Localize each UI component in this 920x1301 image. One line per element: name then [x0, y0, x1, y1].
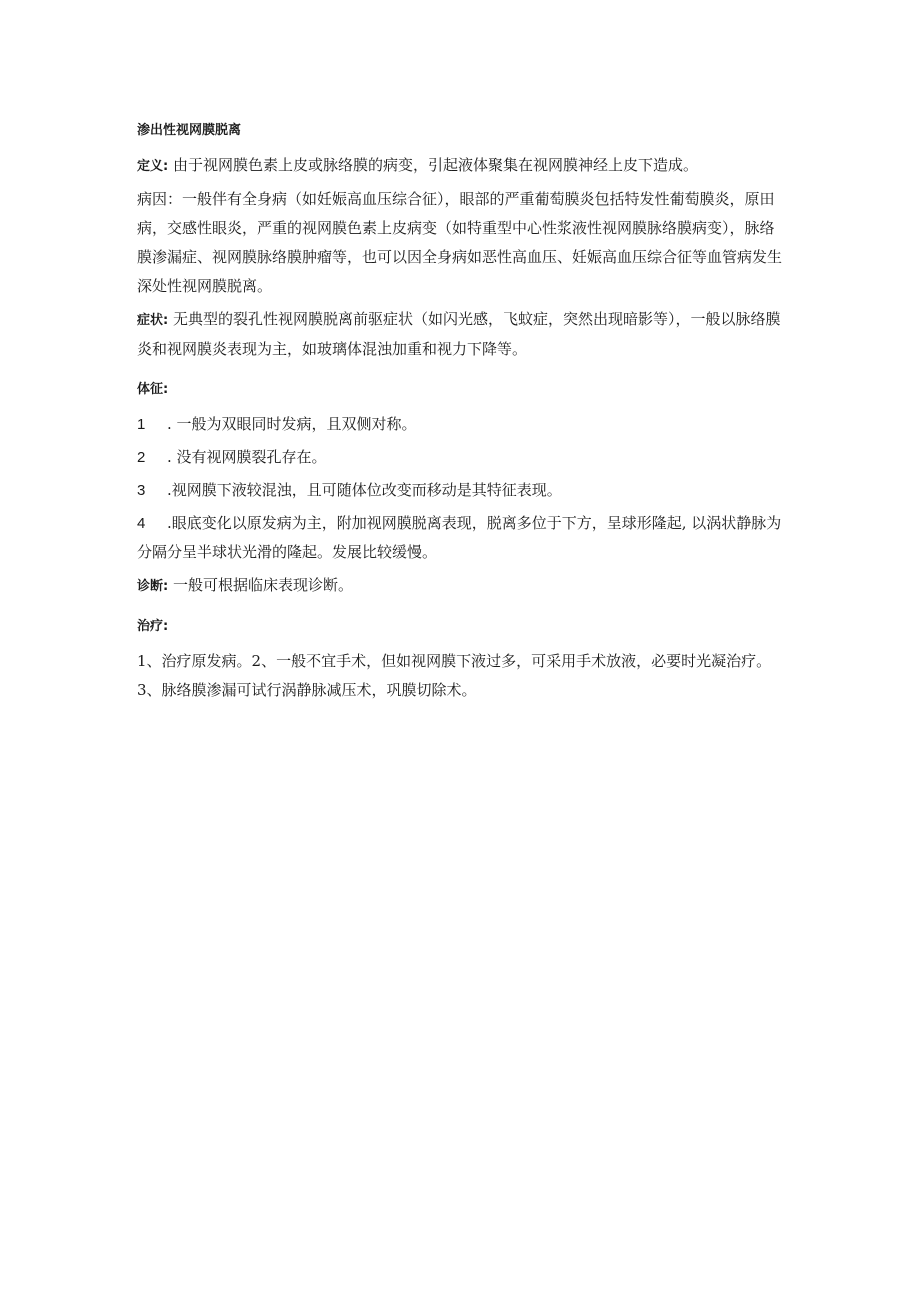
diagnosis-paragraph: [137, 571, 787, 601]
symptoms-label: 症状:: [137, 313, 169, 328]
signs-item-number: 1: [137, 416, 146, 433]
signs-item-number: 3: [137, 482, 146, 499]
signs-item-text: . 没有视网膜裂孔存在。: [167, 448, 327, 466]
definition-text: 由于视网膜色素上皮或脉络膜的病变，引起液体聚集在视网膜神经上皮下造成。: [172, 156, 698, 174]
definition-paragraph: [137, 151, 787, 181]
diagnosis-label: 诊断:: [137, 579, 169, 594]
etiology-label: 病因：: [137, 190, 183, 208]
signs-item-text: .眼底变化以原发病为主，附加视网膜脱离表现，脱离多位于下方，呈球形隆起, 以涡状静脉为分隔分呈半球状光滑的隆起。发展比较缓慢。: [137, 514, 782, 561]
signs-item-text: . 一般为双眼同时发病，且双侧对称。: [167, 415, 417, 433]
etiology-text: 一般伴有全身病（如妊娠高血压综合征），眼部的严重葡萄膜炎包括特发性葡萄膜炎，原田病，交感性眼炎，严重的视网膜色素上皮病变（如特重型中心性浆液性视网膜脉络膜病变），脉络膜渗漏症、视网膜脉络膜肿瘤等，也可以因全身病如恶性高血压、妊娠高血压综合征等血管病发生深处性视网膜脱离。: [137, 190, 783, 295]
signs-item-text: .视网膜下液较混浊，且可随体位改变而移动是其特征表现。: [167, 481, 562, 499]
definition-label: 定义:: [137, 159, 169, 174]
symptoms-paragraph: [137, 305, 787, 364]
document-title: 渗出性视网膜脱离: [137, 123, 242, 138]
signs-heading: 体征:: [137, 382, 169, 397]
symptoms-text: 无典型的裂孔性视网膜脱离前驱症状（如闪光感，飞蚊症，突然出现暗影等），一般以脉络膜炎和视网膜炎表现为主，如玻璃体混浊加重和视力下降等。: [137, 310, 781, 358]
treatment-heading: 治疗:: [137, 619, 169, 634]
treatment-paragraph: 1、治疗原发病。2、一般不宜手术，但如视网膜下液过多，可采用手术放液，必要时光凝治疗。3、脉络膜渗漏可试行涡静脉减压术，巩膜切除术。: [137, 652, 772, 699]
diagnosis-text: 一般可根据临床表现诊断。: [172, 576, 353, 594]
signs-item-number: 4: [137, 515, 146, 532]
etiology-paragraph: [137, 185, 787, 301]
signs-item: [137, 410, 787, 439]
signs-item: [137, 509, 787, 567]
document-body: [137, 121, 787, 705]
signs-item: [137, 443, 787, 472]
signs-item-number: 2: [137, 449, 146, 466]
signs-item: [137, 476, 787, 505]
